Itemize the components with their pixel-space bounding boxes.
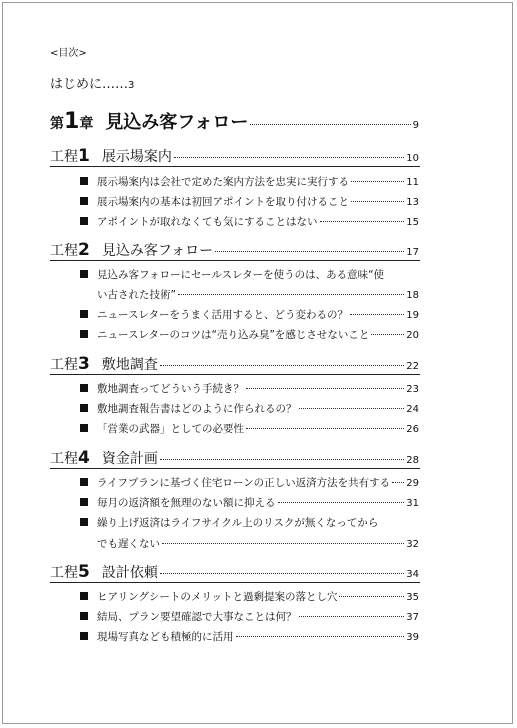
process-heading[interactable]: [50, 354, 419, 374]
process-underline: [50, 582, 420, 583]
process-heading[interactable]: [50, 240, 419, 260]
dot-leader: [215, 251, 404, 252]
item-text: ヒアリングシートのメリットと過剰提案の落とし穴: [97, 591, 338, 603]
square-bullet-icon: [80, 424, 88, 432]
toc-item[interactable]: [80, 214, 419, 229]
toc-entry-intro[interactable]: [50, 73, 134, 92]
item-text: 結局、プラン要望確認で大事なことは何？: [97, 611, 297, 623]
process-underline: [50, 260, 420, 261]
process-title: 資金計画: [101, 451, 158, 467]
dot-leader: [246, 388, 404, 389]
page-number: 29: [406, 478, 419, 489]
process-underline: [50, 374, 420, 375]
toc-item[interactable]: [80, 475, 419, 490]
chapter-prefix: 第: [50, 116, 64, 132]
dot-leader: [174, 157, 404, 158]
toc-item[interactable]: [80, 327, 419, 342]
toc-item[interactable]: [80, 421, 419, 436]
square-bullet-icon: [80, 217, 88, 225]
page-number: 24: [406, 404, 419, 415]
process-prefix: 工程: [50, 357, 78, 373]
square-bullet-icon: [80, 197, 88, 205]
item-text: 見込み客フォローにセールスレターを使うのは、ある意味“使: [97, 269, 385, 281]
toc-item[interactable]: [80, 307, 419, 322]
page-number: 31: [406, 498, 419, 509]
process-heading[interactable]: [50, 146, 419, 166]
dot-leader: [371, 334, 404, 335]
toc-item[interactable]: [80, 515, 419, 530]
dot-leader: [299, 408, 405, 409]
toc-item[interactable]: [80, 174, 419, 189]
process-prefix: 工程: [50, 149, 78, 165]
toc-item-continuation[interactable]: [97, 536, 419, 551]
item-text: アポイントが取れなくても気にすることはない: [97, 216, 318, 228]
dot-leader: [351, 201, 404, 202]
page-number: 9: [412, 120, 419, 131]
page-number: 20: [406, 330, 419, 341]
dot-leader: [278, 502, 405, 503]
process-number: 2: [78, 240, 90, 260]
dot-leader: [339, 596, 404, 597]
process-title: 見込み客フォロー: [101, 243, 214, 259]
dot-leader: [160, 459, 404, 460]
item-text: 毎月の返済額を無理のない額に抑える: [97, 497, 276, 509]
process-underline: [50, 468, 420, 469]
dot-leader: [236, 636, 405, 637]
square-bullet-icon: [80, 270, 88, 278]
process-underline: [50, 166, 420, 167]
item-text: 現場写真なども積極的に活用: [97, 631, 234, 643]
square-bullet-icon: [80, 498, 88, 506]
page-number: 13: [406, 197, 419, 208]
square-bullet-icon: [80, 330, 88, 338]
toc-item[interactable]: [80, 609, 419, 624]
process-heading[interactable]: [50, 562, 419, 582]
process-prefix: 工程: [50, 451, 78, 467]
toc-item[interactable]: [80, 381, 419, 396]
item-text-continuation: い古された技術”: [97, 289, 176, 301]
item-text: 展示場案内は会社で定めた案内方法を忠実に実行する: [97, 176, 349, 188]
square-bullet-icon: [80, 478, 88, 486]
square-bullet-icon: [80, 404, 88, 412]
square-bullet-icon: [80, 518, 88, 526]
process-title: 展示場案内: [101, 149, 172, 165]
process-prefix: 工程: [50, 565, 78, 581]
toc-item[interactable]: [80, 401, 419, 416]
process-heading[interactable]: [50, 448, 419, 468]
page-number: 35: [406, 592, 419, 603]
page-number: 39: [406, 632, 419, 643]
dot-leader: [299, 616, 405, 617]
dot-leader: [160, 365, 404, 366]
dot-leader: ……: [102, 77, 129, 92]
toc-item[interactable]: [80, 267, 419, 282]
page-number: 26: [406, 424, 419, 435]
square-bullet-icon: [80, 612, 88, 620]
square-bullet-icon: [80, 310, 88, 318]
chapter-suffix: 章: [79, 116, 94, 132]
dot-leader: [160, 573, 404, 574]
page-number: 32: [406, 539, 419, 550]
dot-leader: [392, 482, 404, 483]
page-number: 18: [406, 290, 419, 301]
page-number: 19: [406, 310, 419, 321]
process-number: 3: [78, 354, 90, 374]
process-number: 5: [78, 562, 90, 582]
process-number: 4: [78, 448, 90, 468]
item-text: 展示場案内の基本は初回アポイントを取り付けること: [97, 196, 349, 208]
square-bullet-icon: [80, 592, 88, 600]
square-bullet-icon: [80, 384, 88, 392]
process-title: 敷地調査: [101, 357, 158, 373]
intro-title: はじめに: [50, 77, 103, 92]
item-text: ライフプランに基づく住宅ローンの正しい返済方法を共有する: [97, 477, 391, 489]
item-text-continuation: でも遅くない: [97, 538, 160, 550]
page-number: 11: [406, 177, 419, 188]
chapter-title: 見込み客フォロー: [105, 112, 249, 133]
process-title: 設計依頼: [101, 565, 158, 581]
chapter-heading[interactable]: [50, 108, 419, 134]
dot-leader: [246, 428, 404, 429]
dot-leader: [350, 314, 404, 315]
page-number: 28: [406, 455, 419, 466]
dot-leader: [178, 294, 404, 295]
square-bullet-icon: [80, 632, 88, 640]
item-text: ニュースレターのコツは“売り込み臭”を感じさせないこと: [97, 329, 370, 341]
toc-item[interactable]: [80, 629, 419, 644]
page-number: 23: [406, 384, 419, 395]
toc-header: <目次>: [50, 48, 87, 59]
item-text: 敷地調査ってどういう手続き？: [97, 383, 244, 395]
chapter-number: 1: [64, 109, 80, 134]
page-number: 17: [406, 247, 419, 258]
dot-leader: [351, 181, 404, 182]
page-number: 34: [406, 569, 419, 580]
toc-item[interactable]: [80, 194, 419, 209]
page-number: 22: [406, 361, 419, 372]
page-number: 3: [128, 80, 135, 91]
process-prefix: 工程: [50, 243, 78, 259]
page-number: 15: [406, 217, 419, 228]
item-text: 敷地調査報告書はどのように作られるの？: [97, 403, 297, 415]
item-text: 「営業の武器」としての必要性: [97, 423, 244, 435]
dot-leader: [320, 221, 405, 222]
page-number: 37: [406, 612, 419, 623]
dot-leader: [162, 543, 404, 544]
square-bullet-icon: [80, 177, 88, 185]
toc-item-continuation[interactable]: [97, 287, 419, 302]
page-number: 10: [406, 153, 419, 164]
toc-item[interactable]: [80, 495, 419, 510]
dot-leader: [250, 124, 410, 125]
toc-item[interactable]: [80, 589, 419, 604]
item-text: ニュースレターをうまく活用すると、どう変わるの？: [97, 309, 349, 321]
process-number: 1: [78, 146, 90, 166]
item-text: 繰り上げ返済はライフサイクル上のリスクが無くなってから: [97, 517, 379, 529]
